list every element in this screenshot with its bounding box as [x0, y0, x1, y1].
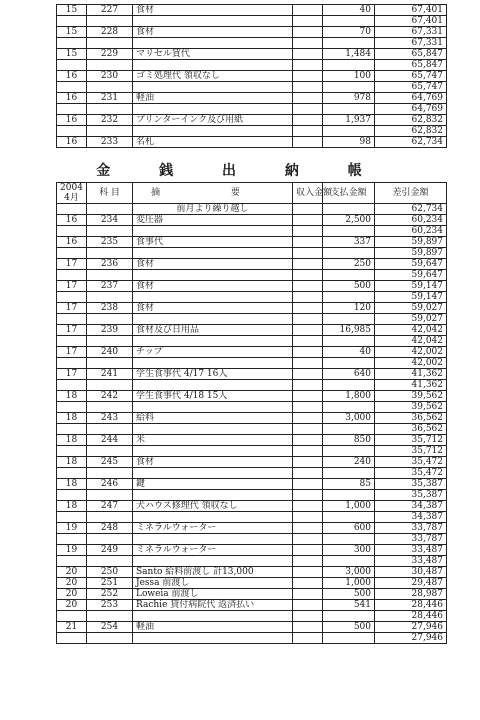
ledger-top-body [57, 5, 447, 148]
row-payment: 3,000 [323, 567, 375, 578]
row-description: ミネラルウォーター [133, 545, 293, 556]
ledger-subrow [57, 314, 447, 325]
row-payment: 337 [323, 237, 375, 248]
row-day: 18 [57, 391, 87, 402]
row-day: 20 [57, 600, 87, 611]
row-description: 食材 [133, 457, 293, 468]
row-balance: 65,747 [375, 71, 447, 82]
row-payment: 640 [323, 369, 375, 380]
row-description: 食材 [133, 281, 293, 292]
row-balance: 39,562 [375, 391, 447, 402]
ledger-row [57, 622, 447, 633]
row-day: 17 [57, 347, 87, 358]
carry-description: 前月より繰り越し [133, 204, 293, 215]
ledger-subrow [57, 468, 447, 479]
row-income [293, 578, 323, 589]
row-income [293, 523, 323, 534]
header-income: 収入金額 [293, 183, 323, 204]
ledger-row [57, 27, 447, 38]
row-income [293, 115, 323, 126]
row-balance: 35,472 [375, 457, 447, 468]
row-balance: 29,487 [375, 578, 447, 589]
ledger-row [57, 545, 447, 556]
row-day: 16 [57, 215, 87, 226]
header-year-month [57, 183, 87, 204]
row-income [293, 457, 323, 468]
row-running-balance: 65,847 [375, 60, 447, 71]
row-balance: 36,562 [375, 413, 447, 424]
ledger-row [57, 457, 447, 468]
row-number: 238 [87, 303, 133, 314]
row-balance: 28,987 [375, 589, 447, 600]
ledger-subrow [57, 60, 447, 71]
row-description: 軽油 [133, 622, 293, 633]
row-day: 18 [57, 435, 87, 446]
row-running-balance: 59,647 [375, 270, 447, 281]
ledger-top-table [56, 4, 447, 148]
row-income [293, 369, 323, 380]
row-payment: 98 [323, 137, 375, 148]
row-payment: 40 [323, 347, 375, 358]
row-balance: 65,847 [375, 49, 447, 60]
header-description: 摘 要 [133, 183, 293, 204]
ledger-row [57, 115, 447, 126]
row-number: 254 [87, 622, 133, 633]
row-day: 17 [57, 259, 87, 270]
row-number: 245 [87, 457, 133, 468]
row-description: Rachie 貸付病院代 返済払い [133, 600, 293, 611]
row-income [293, 303, 323, 314]
row-description: マリセル賃代 [133, 49, 293, 60]
row-description: 給料 [133, 413, 293, 424]
header-month: 4月 [64, 193, 79, 203]
row-day: 16 [57, 137, 87, 148]
row-running-balance: 42,002 [375, 358, 447, 369]
row-description: 食材 [133, 303, 293, 314]
ledger-row [57, 71, 447, 82]
row-running-balance: 33,787 [375, 534, 447, 545]
row-day: 18 [57, 479, 87, 490]
row-payment: 85 [323, 479, 375, 490]
row-income [293, 5, 323, 16]
row-balance: 64,769 [375, 93, 447, 104]
ledger-row [57, 5, 447, 16]
ledger-row [57, 523, 447, 534]
row-balance: 41,362 [375, 369, 447, 380]
ledger-subrow [57, 226, 447, 237]
row-description: 食材 [133, 5, 293, 16]
row-income [293, 479, 323, 490]
row-payment: 300 [323, 545, 375, 556]
row-income [293, 281, 323, 292]
row-payment: 1,937 [323, 115, 375, 126]
ledger-subrow [57, 534, 447, 545]
row-day: 21 [57, 622, 87, 633]
row-day: 17 [57, 325, 87, 336]
row-description: チップ [133, 347, 293, 358]
row-payment: 500 [323, 589, 375, 600]
row-balance: 34,387 [375, 501, 447, 512]
row-running-balance: 67,331 [375, 38, 447, 49]
row-description: Jessa 前渡し [133, 578, 293, 589]
header-year: 2004 [60, 183, 83, 193]
row-income [293, 501, 323, 512]
row-income [293, 27, 323, 38]
row-description: ミネラルウォーター [133, 523, 293, 534]
row-running-balance: 59,147 [375, 292, 447, 303]
row-day: 17 [57, 281, 87, 292]
row-payment: 100 [323, 71, 375, 82]
row-description: プリンターインク及び用紙 [133, 115, 293, 126]
row-number: 250 [87, 567, 133, 578]
ledger-subrow [57, 556, 447, 567]
ledger-subrow [57, 402, 447, 413]
ledger-main-table [56, 182, 447, 644]
row-payment: 16,985 [323, 325, 375, 336]
row-running-balance: 59,027 [375, 314, 447, 325]
row-description: 学生食事代 4/17 16人 [133, 369, 293, 380]
row-payment: 250 [323, 259, 375, 270]
row-day: 16 [57, 71, 87, 82]
ledger-row [57, 303, 447, 314]
ledger-row [57, 391, 447, 402]
row-number: 233 [87, 137, 133, 148]
row-balance: 59,147 [375, 281, 447, 292]
row-payment: 120 [323, 303, 375, 314]
row-running-balance: 35,387 [375, 490, 447, 501]
ledger-subrow [57, 446, 447, 457]
ledger-row [57, 578, 447, 589]
row-balance: 59,647 [375, 259, 447, 270]
row-payment: 541 [323, 600, 375, 611]
row-day: 15 [57, 5, 87, 16]
row-payment: 40 [323, 5, 375, 16]
row-day: 19 [57, 545, 87, 556]
row-running-balance: 35,712 [375, 446, 447, 457]
row-running-balance: 65,747 [375, 82, 447, 93]
ledger-row [57, 215, 447, 226]
carry-row [57, 204, 447, 215]
row-income [293, 71, 323, 82]
row-balance: 60,234 [375, 215, 447, 226]
row-day: 17 [57, 369, 87, 380]
row-payment: 500 [323, 281, 375, 292]
ledger-row [57, 49, 447, 60]
row-running-balance: 28,446 [375, 611, 447, 622]
row-day: 18 [57, 457, 87, 468]
row-balance: 35,387 [375, 479, 447, 490]
row-income [293, 325, 323, 336]
row-income [293, 391, 323, 402]
ledger-main-body [57, 215, 447, 644]
row-running-balance: 33,487 [375, 556, 447, 567]
row-balance: 59,897 [375, 237, 447, 248]
row-running-balance: 39,562 [375, 402, 447, 413]
row-day: 15 [57, 27, 87, 38]
row-number: 249 [87, 545, 133, 556]
row-balance: 67,331 [375, 27, 447, 38]
row-description: ゴミ処理代 領収なし [133, 71, 293, 82]
ledger-row [57, 435, 447, 446]
row-balance: 42,042 [375, 325, 447, 336]
ledger-subrow [57, 292, 447, 303]
row-payment: 70 [323, 27, 375, 38]
row-payment: 2,500 [323, 215, 375, 226]
ledger-subrow [57, 38, 447, 49]
row-balance: 59,027 [375, 303, 447, 314]
row-balance: 67,401 [375, 5, 447, 16]
row-day: 16 [57, 237, 87, 248]
ledger-row [57, 281, 447, 292]
row-income [293, 413, 323, 424]
row-income [293, 137, 323, 148]
row-payment: 240 [323, 457, 375, 468]
row-running-balance: 60,234 [375, 226, 447, 237]
row-description: 名札 [133, 137, 293, 148]
row-number: 247 [87, 501, 133, 512]
row-number: 248 [87, 523, 133, 534]
row-payment: 978 [323, 93, 375, 104]
row-description: 食材及び日用品 [133, 325, 293, 336]
row-description: 米 [133, 435, 293, 446]
row-number: 231 [87, 93, 133, 104]
row-balance: 42,002 [375, 347, 447, 358]
row-balance: 35,712 [375, 435, 447, 446]
row-number: 253 [87, 600, 133, 611]
row-number: 227 [87, 5, 133, 16]
row-income [293, 567, 323, 578]
row-description: 鍵 [133, 479, 293, 490]
row-running-balance: 62,832 [375, 126, 447, 137]
row-number: 236 [87, 259, 133, 270]
ledger-subrow [57, 104, 447, 115]
row-number: 237 [87, 281, 133, 292]
row-day: 20 [57, 589, 87, 600]
ledger-row [57, 413, 447, 424]
row-number: 228 [87, 27, 133, 38]
header-subject: 科 目 [87, 183, 133, 204]
row-number: 235 [87, 237, 133, 248]
row-running-balance: 64,769 [375, 104, 447, 115]
row-balance: 33,487 [375, 545, 447, 556]
row-running-balance: 41,362 [375, 380, 447, 391]
ledger-subrow [57, 126, 447, 137]
row-number: 229 [87, 49, 133, 60]
row-day: 18 [57, 413, 87, 424]
ledger-subrow [57, 270, 447, 281]
row-income [293, 600, 323, 611]
row-number: 252 [87, 589, 133, 600]
row-payment: 3,000 [323, 413, 375, 424]
row-payment: 1,800 [323, 391, 375, 402]
row-income [293, 347, 323, 358]
row-balance: 62,734 [375, 137, 447, 148]
row-balance: 28,446 [375, 600, 447, 611]
row-description: 食材 [133, 259, 293, 270]
ledger-subrow [57, 336, 447, 347]
row-payment: 500 [323, 622, 375, 633]
row-balance: 27,946 [375, 622, 447, 633]
row-balance: 62,832 [375, 115, 447, 126]
row-day: 16 [57, 115, 87, 126]
page-title: 金 銭 出 納 帳 [96, 163, 384, 179]
row-number: 243 [87, 413, 133, 424]
row-number: 251 [87, 578, 133, 589]
ledger-subrow [57, 380, 447, 391]
ledger-header-row [57, 183, 447, 204]
row-number: 246 [87, 479, 133, 490]
row-balance: 33,787 [375, 523, 447, 534]
ledger-row [57, 501, 447, 512]
row-description: 犬ハウス修理代 領収なし [133, 501, 293, 512]
ledger-subrow [57, 358, 447, 369]
row-income [293, 589, 323, 600]
row-payment: 1,484 [323, 49, 375, 60]
row-payment: 1,000 [323, 501, 375, 512]
row-description: 食材 [133, 27, 293, 38]
row-income [293, 237, 323, 248]
ledger-subrow [57, 82, 447, 93]
row-day: 20 [57, 567, 87, 578]
ledger-subrow [57, 16, 447, 27]
ledger-subrow [57, 512, 447, 523]
row-description: Santo 給料前渡し 計13,000 [133, 567, 293, 578]
ledger-row [57, 567, 447, 578]
row-running-balance: 36,562 [375, 424, 447, 435]
header-balance: 差引金額 [375, 183, 447, 204]
row-day: 15 [57, 49, 87, 60]
row-running-balance: 67,401 [375, 16, 447, 27]
ledger-row [57, 479, 447, 490]
row-number: 234 [87, 215, 133, 226]
row-income [293, 49, 323, 60]
ledger-row [57, 325, 447, 336]
row-payment: 600 [323, 523, 375, 534]
row-income [293, 622, 323, 633]
row-running-balance: 34,387 [375, 512, 447, 523]
row-day: 20 [57, 578, 87, 589]
row-description: 学生食事代 4/18 15人 [133, 391, 293, 402]
header-payment: 支払金額 [323, 183, 375, 204]
row-day: 17 [57, 303, 87, 314]
ledger-row [57, 93, 447, 104]
row-number: 244 [87, 435, 133, 446]
row-running-balance: 42,042 [375, 336, 447, 347]
row-day: 19 [57, 523, 87, 534]
ledger-subrow [57, 490, 447, 501]
ledger-subrow [57, 611, 447, 622]
row-number: 242 [87, 391, 133, 402]
row-income [293, 93, 323, 104]
row-running-balance: 35,472 [375, 468, 447, 479]
row-day: 16 [57, 93, 87, 104]
row-day: 18 [57, 501, 87, 512]
row-number: 230 [87, 71, 133, 82]
row-description: 軽油 [133, 93, 293, 104]
row-balance: 30,487 [375, 567, 447, 578]
row-income [293, 259, 323, 270]
ledger-subrow [57, 633, 447, 644]
row-description: Loweia 前渡し [133, 589, 293, 600]
row-number: 240 [87, 347, 133, 358]
row-income [293, 545, 323, 556]
row-number: 232 [87, 115, 133, 126]
ledger-row [57, 237, 447, 248]
row-description: 食事代 [133, 237, 293, 248]
ledger-subrow [57, 424, 447, 435]
ledger-subrow [57, 248, 447, 259]
row-running-balance: 59,897 [375, 248, 447, 259]
ledger-row [57, 259, 447, 270]
row-number: 239 [87, 325, 133, 336]
row-description: 変圧器 [133, 215, 293, 226]
row-number: 241 [87, 369, 133, 380]
row-running-balance: 27,946 [375, 633, 447, 644]
row-payment: 850 [323, 435, 375, 446]
ledger-row [57, 600, 447, 611]
ledger-row [57, 137, 447, 148]
ledger-row [57, 369, 447, 380]
carry-balance: 62,734 [375, 204, 447, 215]
row-payment: 1,000 [323, 578, 375, 589]
ledger-row [57, 347, 447, 358]
ledger-row [57, 589, 447, 600]
row-income [293, 215, 323, 226]
row-income [293, 435, 323, 446]
